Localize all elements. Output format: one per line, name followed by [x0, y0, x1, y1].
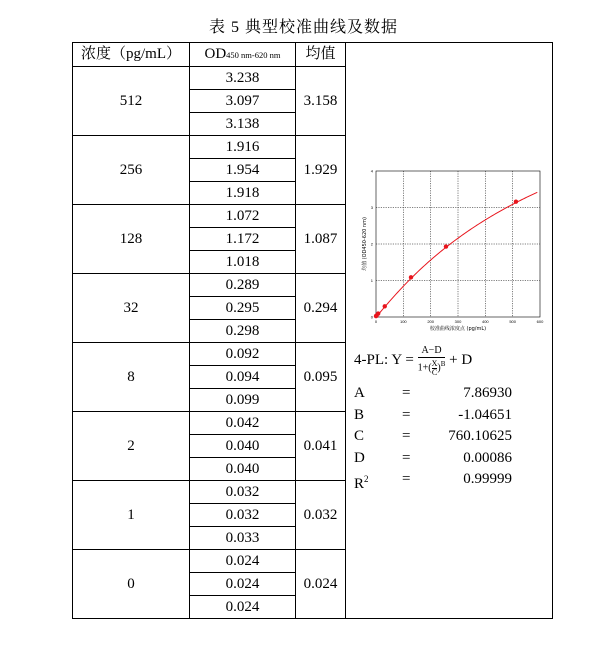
- od-cell: 0.295: [190, 297, 296, 320]
- mean-cell: 0.095: [296, 343, 346, 412]
- x-tick-label: 100: [399, 319, 407, 324]
- formula-suffix: + D: [445, 352, 473, 369]
- od-cell: 0.040: [190, 435, 296, 458]
- param-key: [354, 448, 365, 469]
- data-point: [514, 200, 518, 204]
- formula-den-prefix: 1+(: [417, 362, 432, 374]
- od-cell: 0.024: [190, 596, 296, 619]
- param-key-text: C: [354, 428, 365, 444]
- y-tick-label: 0: [370, 314, 373, 320]
- concentration-cell: 1: [73, 481, 190, 550]
- formula-numerator: A−D: [418, 345, 446, 358]
- header-od-subscript: 450 nm-620 nm: [226, 49, 281, 60]
- param-equals: =: [402, 449, 411, 466]
- param-value: 0.99999: [463, 471, 512, 487]
- x-tick-label: 600: [536, 319, 544, 324]
- od-cell: 1.172: [190, 228, 296, 251]
- x-tick-label: 0: [374, 319, 378, 324]
- concentration-cell: 256: [73, 136, 190, 205]
- table-title: 表 5 典型校准曲线及数据: [208, 19, 398, 36]
- od-cell: 0.032: [190, 481, 296, 504]
- concentration-cell: 512: [73, 67, 190, 136]
- od-cell: 3.138: [190, 113, 296, 136]
- mean-cell: 0.024: [296, 550, 346, 619]
- od-cell: 1.954: [190, 159, 296, 182]
- formula-x: X: [431, 358, 438, 368]
- header-mean: 均值: [296, 43, 346, 67]
- formula-prefix: 4-PL: Y =: [354, 352, 418, 369]
- concentration-cell: 0: [73, 550, 190, 619]
- x-axis-label: 校准曲线浓度点 (pg/mL): [429, 326, 487, 332]
- od-cell: 0.289: [190, 274, 296, 297]
- y-tick-label: 4: [370, 168, 373, 174]
- od-cell: 0.298: [190, 320, 296, 343]
- od-cell: 1.072: [190, 205, 296, 228]
- mean-cell: 0.041: [296, 412, 346, 481]
- od-cell: 0.040: [190, 458, 296, 481]
- y-tick-label: 1: [370, 278, 373, 283]
- od-cell: 3.097: [190, 90, 296, 113]
- od-cell: 0.032: [190, 504, 296, 527]
- param-key: [354, 383, 365, 404]
- x-tick-label: 300: [454, 319, 462, 324]
- formula: [354, 345, 472, 377]
- mean-cell: 0.032: [296, 481, 346, 550]
- calibration-chart: [352, 163, 542, 333]
- param-value: 7.86930: [463, 385, 512, 401]
- fit-curve: [376, 192, 537, 317]
- calibration-table: [72, 42, 553, 619]
- concentration-cell: 32: [73, 274, 190, 343]
- formula-den-suffix: ): [437, 362, 441, 374]
- concentration-cell: 8: [73, 343, 190, 412]
- od-cell: 0.024: [190, 550, 296, 573]
- param-value: 0.00086: [463, 449, 512, 466]
- mean-cell: 3.158: [296, 67, 346, 136]
- od-cell: 1.018: [190, 251, 296, 274]
- y-tick-label: 3: [370, 205, 373, 210]
- od-cell: 3.238: [190, 67, 296, 90]
- header-od: [190, 43, 296, 67]
- formula-exponent: B: [440, 360, 446, 368]
- param-key-text: R: [354, 476, 365, 492]
- param-key-text: A: [354, 385, 365, 401]
- header-od-main: OD: [204, 45, 227, 62]
- x-tick-label: 400: [481, 319, 489, 324]
- data-point: [444, 244, 448, 248]
- od-cell: 0.033: [190, 527, 296, 550]
- od-cell: 1.918: [190, 182, 296, 205]
- param-key: [354, 469, 369, 495]
- mean-cell: 1.087: [296, 205, 346, 274]
- concentration-cell: 128: [73, 205, 190, 274]
- header-concentration: 浓度（pg/mL）: [73, 43, 190, 67]
- od-cell: 0.094: [190, 366, 296, 389]
- param-equals: =: [402, 385, 411, 401]
- mean-cell: 1.929: [296, 136, 346, 205]
- param-key-text: B: [354, 406, 365, 423]
- concentration-cell: 2: [73, 412, 190, 481]
- y-tick-label: 2: [370, 241, 373, 247]
- formula-c: C: [431, 367, 438, 377]
- param-key: [354, 426, 364, 447]
- mean-cell: 0.294: [296, 274, 346, 343]
- param-equals: =: [402, 471, 411, 487]
- od-cell: 0.099: [190, 389, 296, 412]
- param-key-superscript: 2: [364, 474, 369, 484]
- y-axis-label: 均值 (OD450-620 nm): [362, 217, 368, 271]
- param-equals: =: [402, 428, 411, 444]
- od-cell: 0.092: [190, 343, 296, 366]
- data-point: [409, 275, 413, 279]
- header-row: [73, 43, 553, 67]
- od-cell: 0.024: [190, 573, 296, 596]
- param-key: [354, 405, 364, 426]
- param-value: -1.04651: [458, 406, 512, 423]
- chart-panel: [346, 43, 553, 619]
- x-tick-label: 200: [427, 319, 435, 324]
- data-point: [383, 304, 387, 308]
- od-cell: 0.042: [190, 412, 296, 435]
- param-equals: =: [402, 406, 411, 423]
- param-value: 760.10625: [448, 428, 512, 444]
- od-cell: 1.916: [190, 136, 296, 159]
- param-key-text: D: [354, 449, 365, 466]
- x-tick-label: 500: [509, 319, 517, 324]
- data-point: [376, 311, 380, 315]
